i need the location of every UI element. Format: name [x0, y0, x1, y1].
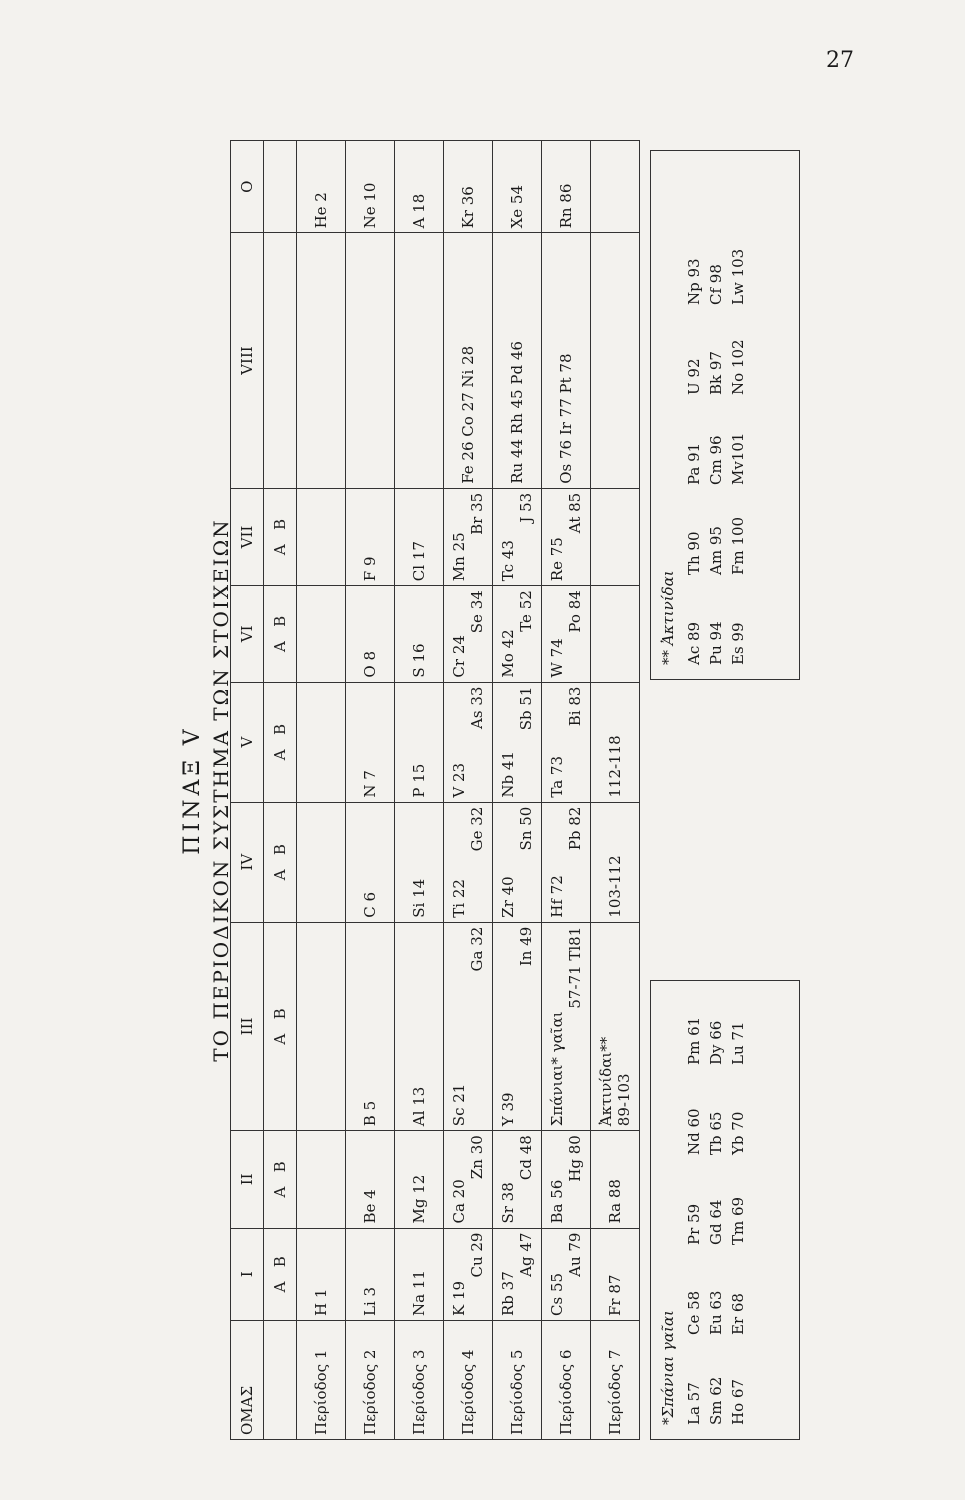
element-cell: Mg 12 — [395, 1131, 444, 1228]
element-cell: Xe 54 — [493, 141, 542, 233]
list-item: Es 99 Fm 100 Mv101 No 102 Lw 103 — [729, 248, 747, 665]
list-item: Ac 89 Th 90 Pa 91 U 92 Np 93 — [685, 258, 703, 665]
group-label: ΟΜΑΣ — [231, 1321, 264, 1440]
list-item: Sm 62 Eu 63 Gd 64 Tb 65 Dy 66 — [707, 1020, 725, 1425]
element-cell: A 18 — [395, 141, 444, 233]
element-cell: N 7 — [346, 682, 395, 802]
table-title: ΤΟ ΠΕΡΙΟΔΙΚΟΝ ΣΥΣΤΗΜΑ ΤΩΝ ΣΤΟΙΧΕΙΩΝ — [209, 518, 233, 1062]
element-cell: Ne 10 — [346, 141, 395, 233]
element-cell: Σπάνιαι* γαῖαι 57-71 Tl81 — [542, 922, 591, 1130]
titles — [180, 140, 233, 1440]
group-header-V: V — [231, 682, 264, 802]
element-cell: Ἀκτινίδαι** 89-103 — [591, 922, 640, 1130]
element-cell: Rn 86 — [542, 141, 591, 233]
subgroup-VI: A B — [264, 586, 297, 682]
element-cell: F 9 — [346, 488, 395, 585]
element-cell: Sc 21 Ga 32 — [444, 922, 493, 1130]
element-cell: Tc 43 J 53 — [493, 488, 542, 585]
element-cell: S 16 — [395, 586, 444, 682]
element-cell: Rb 37 Ag 47 — [493, 1228, 542, 1320]
element-cell: Cs 55 Au 79 — [542, 1228, 591, 1320]
element-cell: C 6 — [346, 802, 395, 922]
group-header-O: O — [231, 141, 264, 233]
element-cell: P 15 — [395, 682, 444, 802]
period-label: Περίοδος 5 — [493, 1321, 542, 1440]
element-cell: Mo 42 Te 52 — [493, 586, 542, 682]
period-label: Περίοδος 3 — [395, 1321, 444, 1440]
lanthanides-title: *Σπάνιαι γαῖαι — [659, 1310, 677, 1425]
element-cell: Sr 38 Cd 48 — [493, 1131, 542, 1228]
subgroup-II: A B — [264, 1131, 297, 1228]
table-row — [542, 141, 591, 1440]
element-cell: Os 76 Ir 77 Pt 78 — [542, 233, 591, 488]
group-header-VII: VII — [231, 488, 264, 585]
element-cell: Hf 72 Pb 82 — [542, 802, 591, 922]
group-header-I: I — [231, 1228, 264, 1320]
subgroup-III: A B — [264, 922, 297, 1130]
element-cell: Na 11 — [395, 1228, 444, 1320]
element-cell: Nb 41 Sb 51 — [493, 682, 542, 802]
table-row — [591, 141, 640, 1440]
lanthanides-box — [650, 980, 800, 1440]
group-header-II: II — [231, 1131, 264, 1228]
group-header-VIII: VIII — [231, 233, 264, 488]
page-number: 27 — [826, 48, 854, 73]
element-cell: Ca 20 Zn 30 — [444, 1131, 493, 1228]
group-header-III: III — [231, 922, 264, 1130]
table-row — [297, 141, 346, 1440]
period-label: Περίοδος 2 — [346, 1321, 395, 1440]
element-cell: H 1 — [297, 1228, 346, 1320]
actinides-box — [650, 150, 800, 680]
periodic-table — [230, 140, 640, 1440]
element-cell: Ta 73 Bi 83 — [542, 682, 591, 802]
subgroup-I: A B — [264, 1228, 297, 1320]
element-cell: Fe 26 Co 27 Ni 28 — [444, 233, 493, 488]
element-cell: W 74 Po 84 — [542, 586, 591, 682]
element-cell: K 19 Cu 29 — [444, 1228, 493, 1320]
element-cell: Cl 17 — [395, 488, 444, 585]
subgroup-row — [264, 141, 297, 1440]
element-cell: Re 75 At 85 — [542, 488, 591, 585]
subgroup-VII: A B — [264, 488, 297, 585]
group-header-VI: VI — [231, 586, 264, 682]
list-item: Pu 94 Am 95 Cm 96 Bk 97 Cf 98 — [707, 264, 725, 665]
element-cell: Ru 44 Rh 45 Pd 46 — [493, 233, 542, 488]
table-caption: ΠΙΝΑΞ V — [180, 725, 205, 855]
element-cell: 103-112 — [591, 802, 640, 922]
element-cell: B 5 — [346, 922, 395, 1130]
element-cell: Ti 22 Ge 32 — [444, 802, 493, 922]
period-label: Περίοδος 1 — [297, 1321, 346, 1440]
period-label: Περίοδος 7 — [591, 1321, 640, 1440]
table-row — [444, 141, 493, 1440]
element-cell: Kr 36 — [444, 141, 493, 233]
element-cell: 112-118 — [591, 682, 640, 802]
element-cell: Mn 25 Br 35 — [444, 488, 493, 585]
group-header-IV: IV — [231, 802, 264, 922]
element-cell: O 8 — [346, 586, 395, 682]
element-cell: Fr 87 — [591, 1228, 640, 1320]
element-cell: Cr 24 Se 34 — [444, 586, 493, 682]
period-label: Περίοδος 6 — [542, 1321, 591, 1440]
subgroup-IV: A B — [264, 802, 297, 922]
subgroup-V: A B — [264, 682, 297, 802]
rotated-table-page — [180, 140, 820, 1440]
list-item: Ho 67 Er 68 Tm 69 Yb 70 Lu 71 — [729, 1021, 747, 1425]
element-cell: Be 4 — [346, 1131, 395, 1228]
element-cell: Y 39 In 49 — [493, 922, 542, 1130]
table-row — [346, 141, 395, 1440]
list-item: La 57 Ce 58 Pr 59 Nd 60 Pm 61 — [685, 1016, 703, 1425]
table-row — [493, 141, 542, 1440]
element-cell: Li 3 — [346, 1228, 395, 1320]
element-cell: Ra 88 — [591, 1131, 640, 1228]
element-cell: Al 13 — [395, 922, 444, 1130]
header-row — [231, 141, 264, 1440]
table-row — [395, 141, 444, 1440]
element-cell: Zr 40 Sn 50 — [493, 802, 542, 922]
element-cell: He 2 — [297, 141, 346, 233]
element-cell: Si 14 — [395, 802, 444, 922]
element-cell: Ba 56 Hg 80 — [542, 1131, 591, 1228]
actinides-title: ** Ἀκτινίδαι — [659, 570, 677, 665]
element-cell: V 23 As 33 — [444, 682, 493, 802]
period-label: Περίοδος 4 — [444, 1321, 493, 1440]
